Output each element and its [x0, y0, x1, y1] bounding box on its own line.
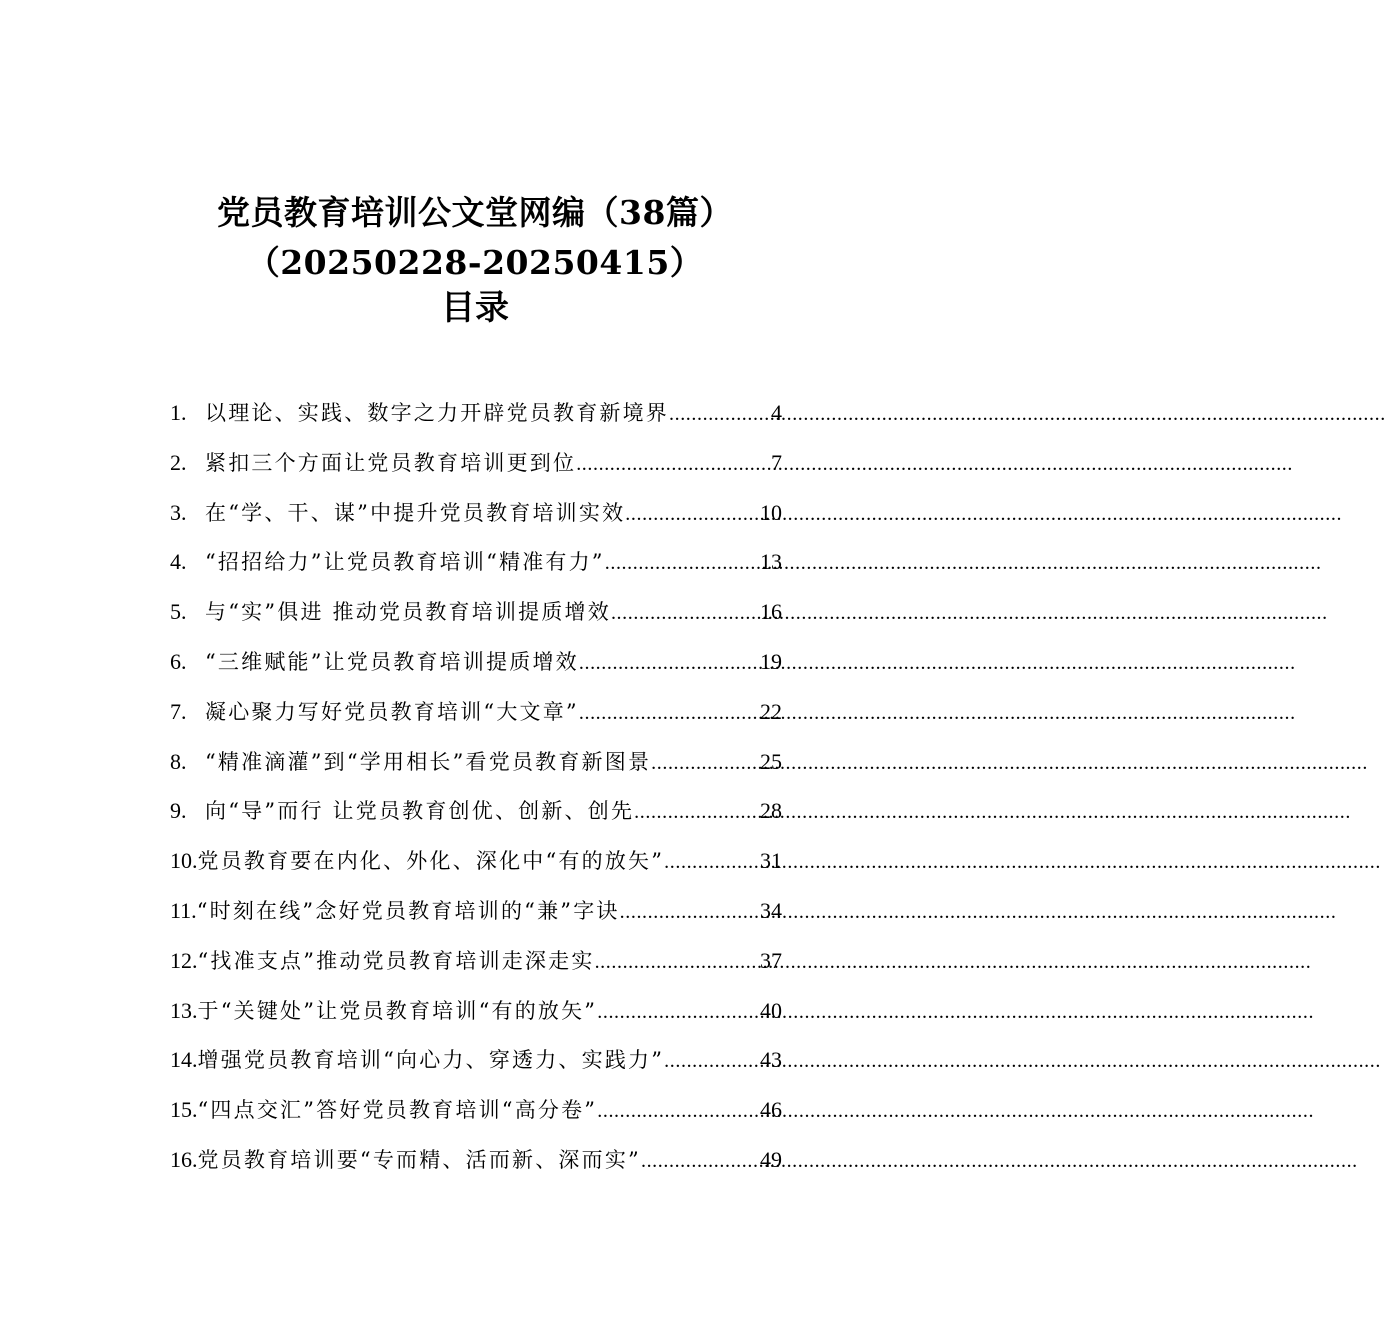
- toc-entry-number: 5.: [170, 599, 187, 625]
- toc-entry[interactable]: [170, 1035, 782, 1085]
- toc-entry[interactable]: [170, 637, 782, 687]
- toc-entry-title: “四点交汇”答好党员教育培训“高分卷”: [197, 1098, 598, 1123]
- toc-dot-leader: [620, 888, 760, 938]
- toc-entry-title: 以理论、实践、数字之力开辟党员教育新境界: [205, 401, 669, 425]
- toc-entry-page-number: 13: [760, 549, 782, 575]
- toc-dot-leader: [611, 589, 760, 639]
- toc-entry[interactable]: [170, 986, 782, 1036]
- toc-entry-page-number: 34: [760, 897, 782, 923]
- toc-entry-number: 14.: [170, 1047, 198, 1073]
- toc-entry-title: “时刻在线”念好党员教育培训的“兼”字诀: [196, 898, 620, 923]
- toc-entry-page-number: 28: [760, 798, 782, 824]
- table-of-contents: [170, 388, 782, 1185]
- toc-entry-page-number: 49: [760, 1146, 782, 1172]
- toc-entry-page-number: 22: [760, 698, 782, 724]
- toc-dot-leader: [597, 988, 760, 1038]
- toc-entry-title: 向“导”而行 让党员教育创优、创新、创先: [205, 799, 635, 824]
- toc-entry-number: 9.: [170, 798, 187, 824]
- toc-entry[interactable]: [170, 836, 782, 886]
- toc-entry-page-number: 31: [760, 848, 782, 874]
- toc-dot-leader: [579, 639, 760, 689]
- toc-entry-number: 12.: [170, 947, 198, 973]
- toc-dot-leader: [641, 1137, 760, 1187]
- toc-entry-title: 于“关键处”让党员教育培训“有的放矢”: [197, 998, 598, 1023]
- toc-dot-leader: [664, 838, 760, 888]
- toc-entry-title: 党员教育要在内化、外化、深化中“有的放矢”: [197, 849, 665, 874]
- toc-entry[interactable]: [170, 786, 782, 836]
- toc-entry[interactable]: [170, 1085, 782, 1135]
- toc-heading: 目录: [441, 288, 509, 328]
- toc-dot-leader: [605, 539, 760, 589]
- toc-entry-title: “三维赋能”让党员教育培训提质增效: [205, 649, 579, 674]
- toc-entry-page-number: 43: [760, 1047, 782, 1073]
- toc-entry-page-number: 46: [760, 1097, 782, 1123]
- toc-entry-number: 6.: [170, 648, 187, 674]
- toc-dot-leader: [651, 739, 760, 789]
- toc-entry-page-number: 16: [760, 599, 782, 625]
- toc-dot-leader: [634, 788, 760, 838]
- toc-dot-leader: [669, 390, 771, 440]
- toc-entry-title: “找准支点”推动党员教育培训走深走实: [197, 948, 595, 973]
- toc-entry-title: 增强党员教育培训“向心力、穿透力、实践力”: [197, 1048, 665, 1073]
- toc-entry[interactable]: [170, 388, 782, 438]
- toc-entry-number: 2.: [170, 449, 187, 475]
- toc-entry[interactable]: [170, 587, 782, 637]
- toc-entry-page-number: 40: [760, 997, 782, 1023]
- toc-entry-page-number: 10: [760, 499, 782, 525]
- toc-dot-leader: [625, 490, 760, 540]
- toc-entry-number: 16.: [170, 1146, 198, 1172]
- toc-entry-number: 11.: [170, 897, 197, 923]
- toc-entry-page-number: 37: [760, 947, 782, 973]
- toc-entry[interactable]: [170, 488, 782, 538]
- toc-entry-number: 10.: [170, 848, 198, 874]
- toc-entry-page-number: 4: [771, 400, 782, 425]
- toc-dot-leader: [576, 440, 771, 490]
- toc-entry-number: 7.: [170, 698, 187, 724]
- toc-entry-number: 4.: [170, 549, 187, 575]
- toc-entry-title: 在“学、干、谋”中提升党员教育培训实效: [205, 500, 626, 525]
- toc-dot-leader: [664, 1037, 760, 1087]
- toc-entry-title: 党员教育培训要“专而精、活而新、深而实”: [197, 1147, 641, 1172]
- toc-entry[interactable]: [170, 438, 782, 488]
- toc-entry-title: “精准滴灌”到“学用相长”看党员教育新图景: [205, 749, 652, 774]
- toc-entry[interactable]: [170, 687, 782, 737]
- toc-entry-number: 1.: [170, 400, 187, 425]
- toc-entry-title: 紧扣三个方面让党员教育培训更到位: [205, 450, 577, 475]
- toc-entry[interactable]: [170, 936, 782, 986]
- toc-entry-title: 凝心聚力写好党员教育培训“大文章”: [205, 699, 579, 724]
- toc-entry[interactable]: [170, 1135, 782, 1185]
- toc-entry-page-number: 19: [760, 648, 782, 674]
- toc-dot-leader: [595, 938, 760, 988]
- toc-entry-number: 15.: [170, 1097, 198, 1123]
- document-title: 党员教育培训公文堂网编（38篇）（20250228-20250415）: [217, 193, 733, 282]
- toc-entry-number: 13.: [170, 997, 198, 1023]
- toc-entry-number: 3.: [170, 499, 187, 525]
- toc-entry-page-number: 25: [760, 748, 782, 774]
- toc-entry[interactable]: [170, 886, 782, 936]
- toc-entry-title: “招招给力”让党员教育培训“精准有力”: [205, 550, 605, 575]
- toc-entry-number: 8.: [170, 748, 187, 774]
- toc-entry-page-number: 7: [771, 449, 782, 475]
- toc-dot-leader: [597, 1087, 760, 1137]
- toc-entry[interactable]: [170, 537, 782, 587]
- toc-entry-title: 与“实”俱进 推动党员教育培训提质增效: [205, 600, 611, 625]
- toc-entry[interactable]: [170, 737, 782, 787]
- toc-dot-leader: [579, 689, 760, 739]
